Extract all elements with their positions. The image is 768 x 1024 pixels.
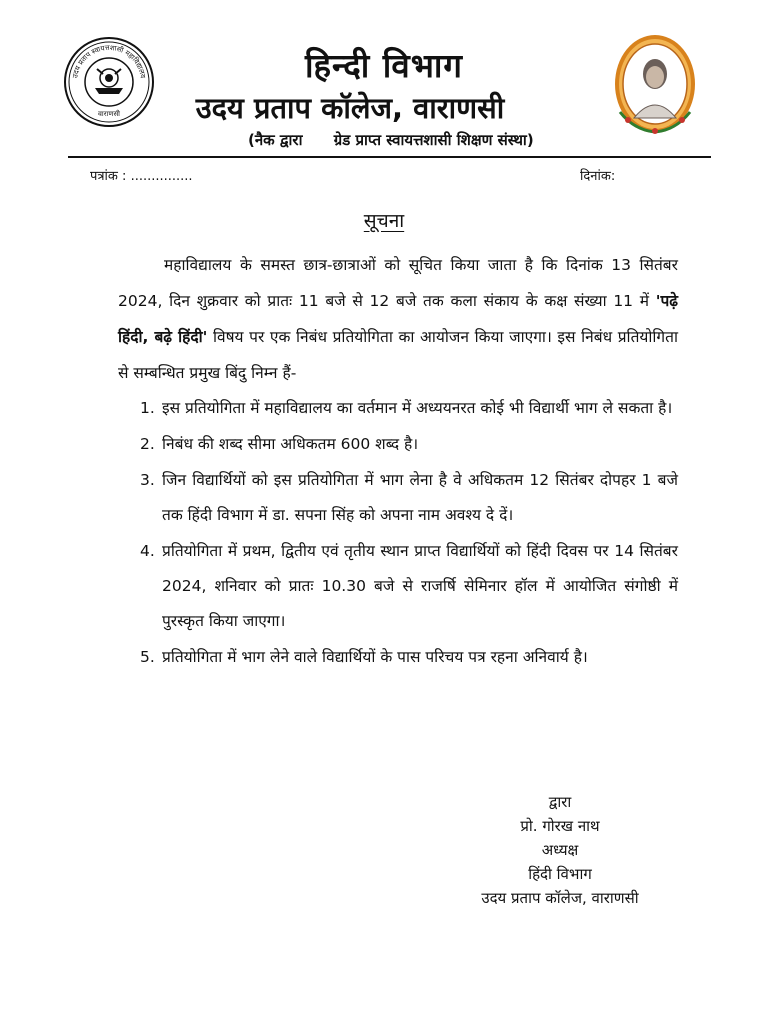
date-label: दिनांक: [580,169,616,184]
list-item-text: इस प्रतियोगिता में महाविद्यालय का वर्तमान में अध्ययनरत कोई भी विद्यार्थी भाग ले सकता है। [162,399,673,417]
list-item [140,640,678,675]
list-item [140,463,678,533]
college-name: उदय प्रताप कॉलेज, वाराणसी [195,91,505,125]
list-item-number: 4. [140,542,155,560]
intro-text-part1: महाविद्यालय के समस्त छात्र-छात्राओं को सूचित किया जाता है कि दिनांक 13 सितंबर 2024, दिन शुक्रवार को प्रातः 11 बजे से 12 बजे तक कला संकाय के कक्ष संख्या 11 में [118,256,678,310]
seal-text: उदय प्रताप स्वायत्तशासी महाविद्यालय [71,43,147,79]
list-item-text: जिन विद्यार्थियों को इस प्रतियोगिता में भाग लेना है वे अधिकतम 12 सितंबर दोपहर 1 बजे तक हिंदी विभाग में डा. सपना सिंह को अपना नाम अवश्य दे दें। [162,471,678,524]
list-item-number: 2. [140,435,155,453]
competition-topic: 'पढ़े हिंदी, बढ़े हिंदी' [118,292,678,346]
department-title: हिन्दी विभाग [304,46,464,85]
list-item-number: 3. [140,471,155,489]
signatory-department: हिंदी विभाग [528,865,592,883]
intro-text-part2: विषय पर एक निबंध प्रतियोगिता का आयोजन किया जाएगा। इस निबंध प्रतियोगिता से सम्बन्धित प्रमुख बिंदु निम्न हैं- [118,328,679,382]
list-item-text: निबंध की शब्द सीमा अधिकतम 600 शब्द है। [162,435,419,453]
list-item-text: प्रतियोगिता में भाग लेने वाले विद्यार्थियों के पास परिचय पत्र रहना अनिवार्य है। [162,648,588,666]
signature-block [440,790,680,910]
signatory-college: उदय प्रताप कॉलेज, वाराणसी [481,889,639,907]
header-divider [68,156,711,158]
notice-heading: सूचना [363,210,405,232]
list-item [140,534,678,639]
reference-value: ............... [130,169,193,184]
notice-intro-paragraph [118,247,678,391]
reference-label: पत्रांक : [90,169,127,184]
list-item-number: 5. [140,648,155,666]
list-item-text: प्रतियोगिता में प्रथम, द्वितीय एवं तृतीय स्थान प्राप्त विद्यार्थियों को हिंदी दिवस पर 14 सितंबर 2024, शनिवार को प्रातः 10.30 बजे से राजर्षि सेमिनार हॉल में आयोजित संगोष्ठी में पुरस्कृत किया जाएगा। [162,542,678,630]
notice-points-list [140,391,678,676]
accreditation-line: (नैक द्वारा ग्रेड प्राप्त स्वायत्तशासी शिक्षण संस्था) [248,131,534,149]
list-item-number: 1. [140,399,155,417]
seal-city: वाराणसी [98,110,120,118]
list-item [140,391,678,426]
signatory-name: प्रो. गोरख नाथ [520,817,600,835]
signatory-role: अध्यक्ष [541,841,579,859]
signature-by: द्वारा [548,793,572,811]
list-item [140,427,678,462]
reference-number [90,166,193,184]
